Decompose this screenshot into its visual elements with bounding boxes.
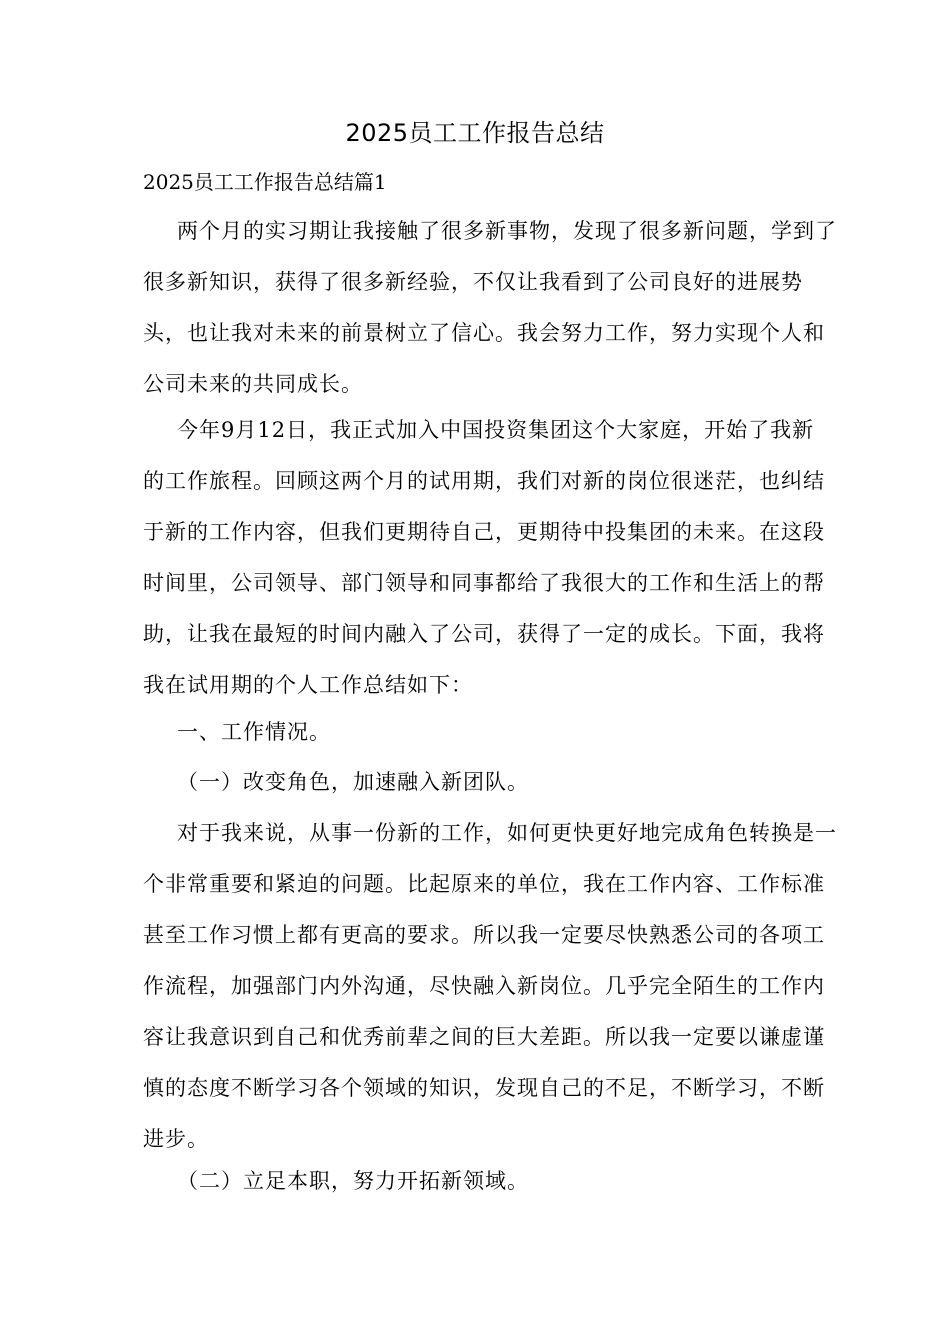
paragraph-line: 的工作旅程。回顾这两个月的试用期，我们对新的岗位很迷茫，也纠结: [143, 469, 825, 493]
paragraph-line: 时间里，公司领导、部门领导和同事都给了我很大的工作和生活上的帮: [143, 571, 825, 595]
paragraph-line: 很多新知识，获得了很多新经验，不仅让我看到了公司良好的进展势: [143, 270, 803, 294]
paragraph-line: 个非常重要和紧迫的问题。比起原来的单位，我在工作内容、工作标准: [143, 872, 825, 896]
paragraph-line: 进步。: [143, 1127, 209, 1151]
paragraph-line: 作流程，加强部门内外沟通，尽快融入新岗位。几乎完全陌生的工作内: [143, 974, 825, 998]
subheading-text: （一）改变角色，加速融入新团队。: [177, 770, 529, 794]
paragraph-line: 慎的态度不断学习各个领域的知识，发现自己的不足，不断学习，不断: [143, 1076, 825, 1100]
paragraph-2: [143, 405, 825, 711]
paragraph-line: 头，也让我对未来的前景树立了信心。我会努力工作，努力实现个人和: [143, 321, 825, 345]
section-heading-1: [143, 707, 819, 758]
paragraph-line: 容让我意识到自己和优秀前辈之间的巨大差距。所以我一定要以谦虚谨: [143, 1025, 825, 1049]
paragraph-line: 于新的工作内容，但我们更期待自己，更期待中投集团的未来。在这段: [143, 520, 825, 544]
paragraph-line: 公司未来的共同成长。: [143, 372, 363, 396]
document-title: 2025员工工作报告总结: [345, 119, 605, 147]
paragraph-line: 对于我来说，从事一份新的工作，如何更快更好地完成角色转换是一: [177, 821, 837, 845]
heading-text: 一、工作情况。: [177, 720, 331, 744]
subheading-2: [143, 1156, 819, 1207]
paragraph-3: [143, 808, 837, 1165]
paragraph-1: [143, 206, 837, 410]
paragraph-line: 两个月的实习期让我接触了很多新事物，发现了很多新问题，学到了: [177, 219, 837, 243]
subheading-text: （二）立足本职，努力开拓新领域。: [177, 1169, 529, 1193]
paragraph-line: 今年9月12日，我正式加入中国投资集团这个大家庭，开始了我新: [177, 418, 815, 442]
paragraph-line: 我在试用期的个人工作总结如下：: [143, 673, 473, 697]
document-subtitle: 2025员工工作报告总结篇1: [143, 170, 387, 194]
paragraph-line: 甚至工作习惯上都有更高的要求。所以我一定要尽快熟悉公司的各项工: [143, 923, 825, 947]
subheading-1: [143, 757, 819, 808]
paragraph-line: 助，让我在最短的时间内融入了公司，获得了一定的成长。下面，我将: [143, 622, 825, 646]
